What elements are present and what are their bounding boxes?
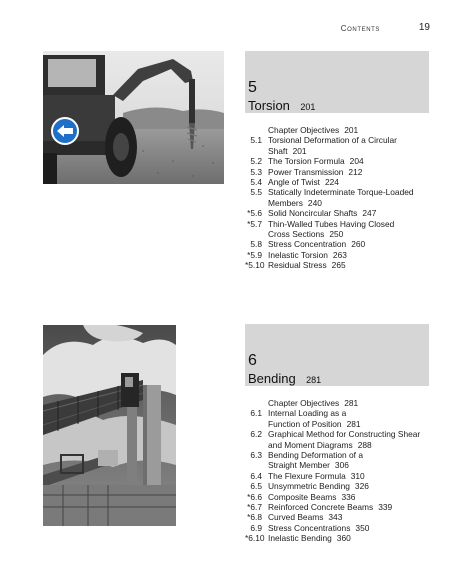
- section-number: 5.2: [250, 156, 262, 167]
- toc-entry: [245, 250, 435, 260]
- chapter-6-header: [245, 324, 429, 386]
- section-number: *6.6: [247, 491, 262, 502]
- toc-entry: [245, 398, 435, 408]
- toc-entry: [245, 471, 435, 481]
- section-title-cont: and Moment Diagrams: [268, 439, 353, 450]
- section-page: 263: [332, 249, 347, 260]
- toc-entry: [245, 187, 435, 208]
- toc-entry: [245, 481, 435, 491]
- toc-entry: [245, 429, 435, 450]
- section-page: 326: [354, 481, 369, 492]
- running-head-title: Contents: [340, 24, 380, 33]
- section-number: *6.7: [247, 502, 262, 513]
- section-number: 6.3: [250, 450, 262, 461]
- section-title-cont: Function of Position: [268, 418, 342, 429]
- section-title: Reinforced Concrete Beams: [268, 502, 374, 513]
- section-title: Unsymmetric Bending: [268, 481, 350, 492]
- section-number: 6.2: [250, 429, 262, 440]
- toc-entry: [245, 177, 435, 187]
- section-number: 6.1: [250, 408, 262, 419]
- section-number: *6.10: [245, 533, 265, 544]
- section-title: Thin-Walled Tubes Having Closed: [268, 218, 395, 229]
- section-title-cont: Members: [268, 197, 303, 208]
- toc-entry: [245, 523, 435, 533]
- toc-entry: [245, 135, 435, 156]
- toc-entry: [245, 219, 435, 240]
- section-number: *5.6: [247, 208, 262, 219]
- section-number: 5.8: [250, 239, 262, 250]
- chapter-title-row: [248, 97, 315, 115]
- section-number: *5.10: [245, 260, 265, 271]
- section-page: 288: [357, 439, 372, 450]
- running-head: [0, 22, 460, 36]
- toc-entry: [245, 167, 435, 177]
- chapter-title-row: [248, 370, 321, 388]
- section-page: 336: [341, 491, 356, 502]
- toc-entry: [245, 408, 435, 429]
- section-title: Stress Concentrations: [268, 522, 351, 533]
- page-number: 19: [418, 22, 430, 33]
- section-title: Torsional Deformation of a Circular: [268, 135, 397, 146]
- chapter-page: 201: [300, 102, 316, 112]
- section-page: 265: [331, 260, 346, 271]
- section-page: 281: [344, 398, 359, 408]
- section-page: 306: [334, 460, 349, 471]
- section-title: The Torsion Formula: [268, 156, 345, 167]
- toc-entry: [245, 512, 435, 522]
- chapter-number: 5: [248, 79, 257, 96]
- section-number: 5.1: [250, 135, 262, 146]
- toc-entry: [245, 492, 435, 502]
- section-title: Chapter Objectives: [268, 398, 340, 408]
- section-page: 224: [324, 177, 339, 188]
- toc-entry: [245, 260, 435, 270]
- section-number: [245, 125, 268, 135]
- section-number: 6.4: [250, 470, 262, 481]
- section-page: 212: [348, 166, 363, 177]
- section-title: Solid Noncircular Shafts: [268, 208, 358, 219]
- gantry-crane-photo: [43, 325, 176, 526]
- section-title: Angle of Twist: [268, 177, 320, 188]
- section-page: 201: [292, 145, 307, 156]
- section-title: Bending Deformation of a: [268, 450, 363, 461]
- section-title: Curved Beams: [268, 512, 324, 523]
- tractor-auger-photo: [43, 51, 224, 184]
- chapter-6-toc: [245, 398, 435, 544]
- section-number: 5.3: [250, 166, 262, 177]
- section-page: 204: [349, 156, 364, 167]
- toc-entry: [245, 450, 435, 471]
- section-number: *5.9: [247, 249, 262, 260]
- toc-entry: [245, 208, 435, 218]
- section-title: Statically Indeterminate Torque-Loaded: [268, 187, 414, 198]
- section-title: Composite Beams: [268, 491, 337, 502]
- section-page: 339: [378, 502, 393, 513]
- section-title: The Flexure Formula: [268, 470, 346, 481]
- chapter-title: Torsion: [248, 98, 290, 113]
- section-title: Power Transmission: [268, 166, 344, 177]
- section-page: 240: [307, 197, 322, 208]
- toc-entry: [245, 533, 435, 543]
- toc-entry: [245, 502, 435, 512]
- section-number: 6.5: [250, 481, 262, 492]
- section-number: [245, 398, 268, 408]
- section-title: Chapter Objectives: [268, 125, 340, 135]
- chapter-5-toc: [245, 125, 435, 271]
- section-title: Internal Loading as a: [268, 408, 347, 419]
- chapter-title: Bending: [248, 371, 296, 386]
- chapter-5-header: [245, 51, 429, 113]
- section-title: Graphical Method for Constructing Shear: [268, 429, 421, 440]
- section-title-cont: Shaft: [268, 145, 288, 156]
- section-title: Inelastic Bending: [268, 533, 332, 544]
- section-title-cont: Cross Sections: [268, 229, 325, 240]
- section-page: 281: [346, 418, 361, 429]
- section-page: 310: [350, 470, 365, 481]
- toc-entry: [245, 156, 435, 166]
- section-page: 343: [328, 512, 343, 523]
- chapter-page: 281: [306, 375, 322, 385]
- section-page: 260: [351, 239, 366, 250]
- section-title: Stress Concentration: [268, 239, 347, 250]
- section-title: Residual Stress: [268, 260, 327, 271]
- section-number: *6.8: [247, 512, 262, 523]
- section-page: 250: [329, 229, 344, 240]
- section-number: *5.7: [247, 218, 262, 229]
- section-title-cont: Straight Member: [268, 460, 330, 471]
- section-page: 201: [344, 125, 359, 135]
- toc-entry: [245, 125, 435, 135]
- section-number: 5.5: [250, 187, 262, 198]
- section-page: 247: [362, 208, 377, 219]
- toc-entry: [245, 239, 435, 249]
- section-page: 360: [336, 533, 351, 544]
- section-number: 6.9: [250, 522, 262, 533]
- section-title: Inelastic Torsion: [268, 249, 328, 260]
- chapter-number: 6: [248, 352, 257, 369]
- section-number: 5.4: [250, 177, 262, 188]
- section-page: 350: [355, 522, 370, 533]
